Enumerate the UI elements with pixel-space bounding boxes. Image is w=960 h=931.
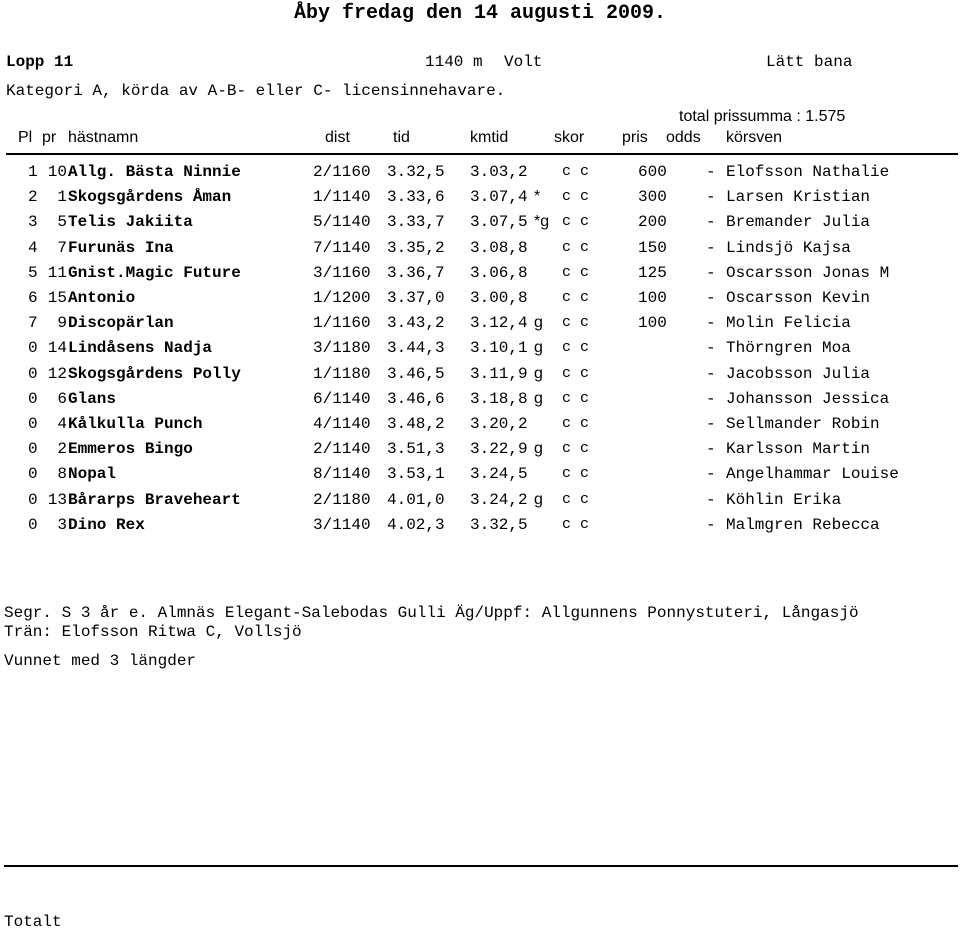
row-km-time: 3.11,9: [470, 364, 528, 383]
row-separator: -: [706, 389, 716, 408]
row-km-time: 3.07,5: [470, 213, 528, 232]
row-distance: 1/1160: [313, 314, 371, 333]
row-distance: 2/1180: [313, 490, 371, 509]
row-km-time: 3.12,4: [470, 314, 528, 333]
row-place: 7: [28, 314, 38, 333]
row-km-time: 3.22,9: [470, 440, 528, 459]
row-driver: Johansson Jessica: [726, 389, 890, 408]
page-title: Åby fredag den 14 augusti 2009.: [293, 2, 667, 25]
row-horse-name: Skogsgårdens Polly: [68, 364, 241, 383]
row-separator: -: [706, 213, 716, 232]
row-distance: 1/1180: [313, 364, 371, 383]
row-place: 0: [28, 440, 38, 459]
row-place: 6: [28, 289, 38, 307]
row-km-time: 3.24,5: [470, 465, 528, 484]
row-prize: 600: [638, 163, 667, 181]
row-post-position: 5: [57, 213, 67, 232]
row-distance: 2/1140: [313, 440, 371, 459]
row-distance: 3/1160: [313, 263, 371, 282]
row-km-time: 3.18,8: [470, 389, 528, 408]
row-prize: 100: [638, 289, 667, 307]
row-time: 3.48,2: [387, 415, 445, 433]
table-row: [0, 414, 960, 439]
row-shoes: c c: [562, 440, 590, 458]
row-place: 0: [28, 515, 38, 534]
row-time: 3.53,1: [387, 465, 445, 484]
row-distance: 4/1140: [313, 415, 371, 433]
prize-total: total prissumma : 1.575: [679, 108, 846, 125]
row-km-time: 3.32,5: [470, 515, 528, 534]
row-separator: -: [706, 188, 716, 207]
row-mark: *g: [534, 213, 550, 231]
table-row: [0, 187, 960, 212]
header-driver: körsven: [726, 129, 783, 146]
table-row: [0, 288, 960, 313]
row-driver: Jacobsson Julia: [726, 364, 871, 383]
trainer-info: Trän: Elofsson Ritwa C, Vollsjö: [4, 623, 302, 641]
row-horse-name: Furunäs Ina: [68, 238, 174, 257]
row-horse-name: Nopal: [68, 465, 117, 484]
row-horse-name: Skogsgårdens Åman: [68, 188, 232, 207]
row-post-position: 9: [57, 314, 67, 333]
row-separator: -: [706, 415, 716, 433]
row-time: 3.37,0: [387, 289, 445, 307]
row-distance: 1/1200: [313, 289, 371, 307]
row-separator: -: [706, 263, 716, 282]
row-time: 4.02,3: [387, 515, 445, 534]
row-km-time: 3.07,4: [470, 188, 528, 207]
row-post-position: 13: [47, 490, 67, 509]
row-time: 3.33,7: [387, 213, 445, 232]
row-horse-name: Gnist.Magic Future: [68, 263, 241, 282]
header-pl: Pl: [18, 129, 33, 146]
row-place: 1: [28, 163, 38, 181]
row-separator: -: [706, 440, 716, 459]
row-time: 3.32,5: [387, 163, 445, 181]
row-horse-name: Allg. Bästa Ninnie: [68, 163, 241, 181]
footer-divider: [4, 865, 958, 867]
row-place: 0: [28, 389, 38, 408]
row-prize: 150: [638, 238, 667, 257]
row-separator: -: [706, 163, 716, 181]
row-horse-name: Glans: [68, 389, 117, 408]
table-row: [0, 162, 960, 187]
row-post-position: 3: [57, 515, 67, 534]
header-tid: tid: [393, 129, 410, 146]
row-post-position: 15: [47, 289, 67, 307]
row-mark: *: [534, 188, 541, 206]
row-horse-name: Dino Rex: [68, 515, 145, 534]
row-place: 3: [28, 213, 38, 232]
row-prize: 300: [638, 188, 667, 207]
table-row: [0, 515, 960, 540]
table-row: [0, 263, 960, 288]
header-skor: skor: [554, 129, 585, 146]
row-post-position: 10: [47, 163, 67, 181]
row-km-time: 3.03,2: [470, 163, 528, 181]
row-driver: Sellmander Robin: [726, 415, 880, 433]
row-distance: 3/1140: [313, 515, 371, 534]
race-track-condition: Lätt bana: [766, 53, 853, 71]
table-row: [0, 338, 960, 363]
row-shoes: c c: [562, 465, 590, 483]
row-place: 2: [28, 188, 38, 207]
winner-info: Segr. S 3 år e. Almnäs Elegant-Salebodas Gulli Äg/Uppf: Allgunnens Ponnystuteri, Långasjö: [4, 604, 859, 622]
row-distance: 2/1160: [313, 163, 371, 181]
table-row: [0, 364, 960, 389]
row-post-position: 12: [47, 364, 67, 383]
row-shoes: c c: [562, 314, 590, 332]
table-row: [0, 439, 960, 464]
row-horse-name: Telis Jakiita: [68, 213, 193, 232]
row-driver: Oscarsson Kevin: [726, 289, 871, 307]
row-post-position: 8: [57, 465, 67, 484]
race-start-type: Volt: [504, 53, 543, 71]
row-prize: 125: [638, 263, 667, 282]
row-mark: g: [534, 314, 543, 332]
row-place: 4: [28, 238, 38, 257]
row-place: 0: [28, 465, 38, 484]
row-time: 3.35,2: [387, 238, 445, 257]
row-driver: Molin Felicia: [726, 314, 851, 333]
row-horse-name: Discopärlan: [68, 314, 174, 333]
row-km-time: 3.24,2: [470, 490, 528, 509]
row-horse-name: Bårarps Braveheart: [68, 490, 241, 509]
row-place: 0: [28, 490, 38, 509]
row-separator: -: [706, 238, 716, 257]
row-mark: g: [534, 364, 543, 382]
race-category: Kategori A, körda av A-B- eller C- licensinnehavare.: [6, 82, 506, 100]
row-prize: 100: [638, 314, 667, 333]
row-horse-name: Lindåsens Nadja: [68, 339, 213, 358]
row-post-position: 14: [47, 339, 67, 358]
header-pris: pris: [622, 129, 648, 146]
row-shoes: c c: [562, 339, 590, 357]
table-row: [0, 490, 960, 515]
row-shoes: c c: [562, 415, 590, 432]
header-dist: dist: [325, 129, 350, 146]
row-km-time: 3.08,8: [470, 238, 528, 257]
row-time: 3.46,6: [387, 389, 445, 408]
header-name: hästnamn: [68, 129, 139, 146]
row-post-position: 4: [57, 415, 67, 433]
row-km-time: 3.10,1: [470, 339, 528, 358]
row-shoes: c c: [562, 188, 590, 206]
row-prize: 200: [638, 213, 667, 232]
header-divider: [6, 153, 958, 155]
row-driver: Thörngren Moa: [726, 339, 851, 358]
row-separator: -: [706, 465, 716, 484]
table-row: [0, 212, 960, 237]
table-row: [0, 313, 960, 338]
table-row: [0, 389, 960, 414]
row-separator: -: [706, 364, 716, 383]
row-shoes: c c: [562, 238, 590, 256]
row-post-position: 11: [47, 263, 67, 282]
row-time: 3.51,3: [387, 440, 445, 459]
race-number: Lopp 11: [6, 53, 74, 71]
row-post-position: 1: [57, 188, 67, 207]
race-distance: 1140 m: [425, 53, 483, 71]
row-separator: -: [706, 515, 716, 534]
row-shoes: c c: [562, 389, 590, 407]
row-km-time: 3.00,8: [470, 289, 528, 307]
row-shoes: c c: [562, 515, 590, 533]
row-mark: g: [534, 339, 543, 357]
row-shoes: c c: [562, 163, 590, 180]
row-post-position: 7: [57, 238, 67, 257]
row-place: 0: [28, 415, 38, 433]
row-mark: g: [534, 440, 543, 458]
row-separator: -: [706, 490, 716, 509]
row-driver: Angelhammar Louise: [726, 465, 899, 484]
row-km-time: 3.20,2: [470, 415, 528, 433]
header-odds: odds: [666, 129, 701, 146]
row-time: 3.44,3: [387, 339, 445, 358]
row-separator: -: [706, 289, 716, 307]
row-time: 3.43,2: [387, 314, 445, 333]
row-driver: Oscarsson Jonas M: [726, 263, 890, 282]
row-post-position: 6: [57, 389, 67, 408]
row-driver: Bremander Julia: [726, 213, 871, 232]
win-margin: Vunnet med 3 längder: [4, 652, 197, 670]
table-row: [0, 464, 960, 489]
row-horse-name: Antonio: [68, 289, 136, 307]
row-shoes: c c: [562, 213, 590, 231]
row-driver: Lindsjö Kajsa: [726, 238, 851, 257]
row-distance: 3/1180: [313, 339, 371, 358]
row-shoes: c c: [562, 490, 590, 508]
row-driver: Karlsson Martin: [726, 440, 871, 459]
row-driver: Larsen Kristian: [726, 188, 871, 207]
row-separator: -: [706, 314, 716, 333]
row-horse-name: Emmeros Bingo: [68, 440, 193, 459]
row-mark: g: [534, 389, 543, 407]
total-label: Totalt: [4, 913, 62, 931]
row-place: 0: [28, 339, 38, 358]
row-shoes: c c: [562, 289, 590, 306]
row-km-time: 3.06,8: [470, 263, 528, 282]
row-driver: Köhlin Erika: [726, 490, 842, 509]
header-kmtid: kmtid: [470, 129, 509, 146]
row-mark: g: [534, 490, 543, 508]
row-distance: 7/1140: [313, 238, 371, 257]
row-place: 5: [28, 263, 38, 282]
row-distance: 5/1140: [313, 213, 371, 232]
row-horse-name: Kålkulla Punch: [68, 415, 203, 433]
row-distance: 6/1140: [313, 389, 371, 408]
row-time: 3.36,7: [387, 263, 445, 282]
row-driver: Elofsson Nathalie: [726, 163, 890, 181]
row-post-position: 2: [57, 440, 67, 459]
row-distance: 8/1140: [313, 465, 371, 484]
header-pr: pr: [42, 129, 57, 146]
row-place: 0: [28, 364, 38, 383]
row-distance: 1/1140: [313, 188, 371, 207]
row-shoes: c c: [562, 364, 590, 382]
row-shoes: c c: [562, 263, 590, 281]
row-time: 3.46,5: [387, 364, 445, 383]
row-driver: Malmgren Rebecca: [726, 515, 880, 534]
row-separator: -: [706, 339, 716, 358]
row-time: 3.33,6: [387, 188, 445, 207]
row-time: 4.01,0: [387, 490, 445, 509]
table-row: [0, 238, 960, 263]
